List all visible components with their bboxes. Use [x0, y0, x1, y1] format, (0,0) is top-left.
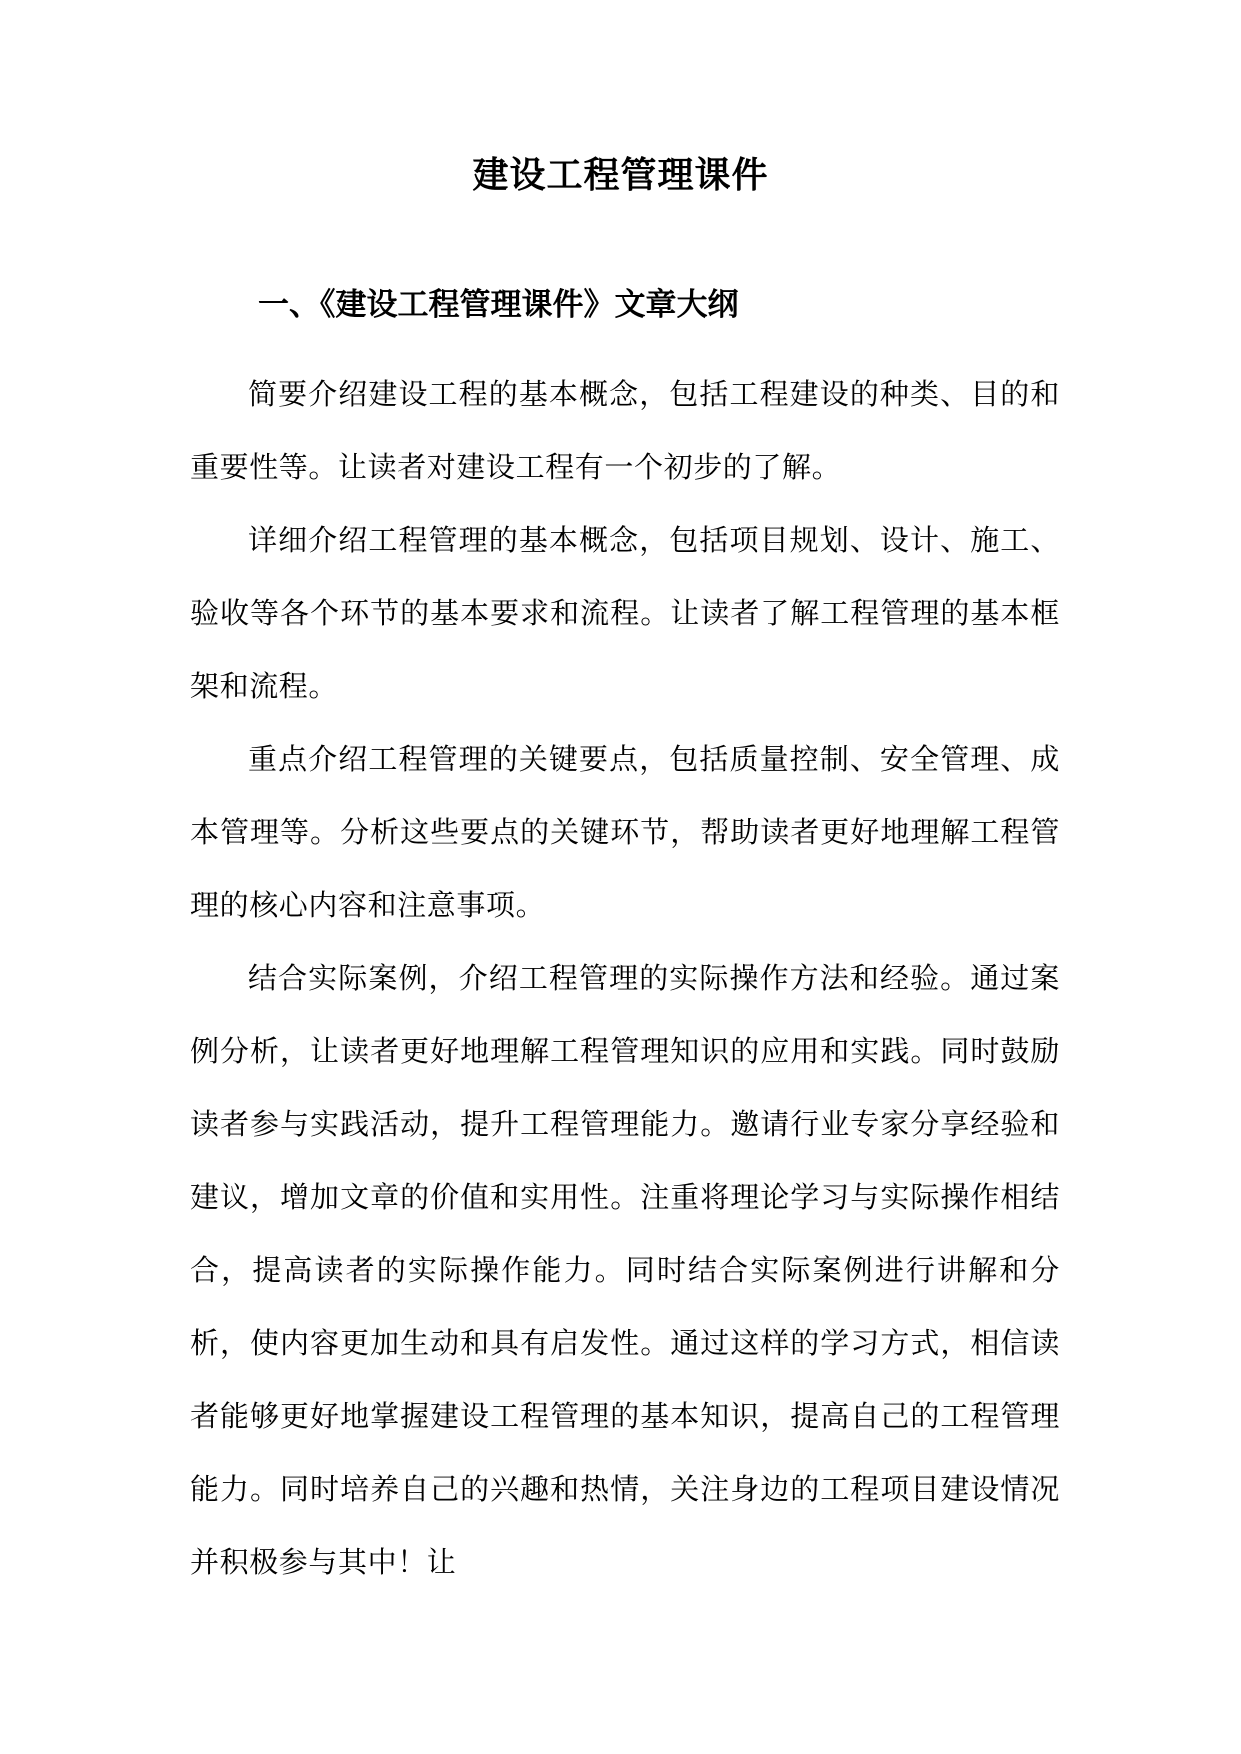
- document-title: 建设工程管理课件: [472, 154, 769, 196]
- section-heading: 一、《建设工程管理课件》文章大纲: [258, 287, 739, 323]
- paragraph: 简要介绍建设工程的基本概念，包括工程建设的种类、目的和重要性等。让读者对建设工程有一个初步的了解。: [190, 377, 1060, 484]
- paragraph: 重点介绍工程管理的关键要点，包括质量控制、安全管理、成本管理等。分析这些要点的关键环节，帮助读者更好地理解工程管理的核心内容和注意事项。: [190, 742, 1060, 922]
- paragraph: 详细介绍工程管理的基本概念，包括项目规划、设计、施工、验收等各个环节的基本要求和流程。让读者了解工程管理的基本框架和流程。: [190, 523, 1060, 703]
- document-body: [190, 358, 1060, 1599]
- paragraph: 结合实际案例，介绍工程管理的实际操作方法和经验。通过案例分析，让读者更好地理解工程管理知识的应用和实践。同时鼓励读者参与实践活动，提升工程管理能力。邀请行业专家分享经验和建议，增加文章的价值和实用性。注重将理论学习与实际操作相结合，提高读者的实际操作能力。同时结合实际案例进行讲解和分析，使内容更加生动和具有启发性。通过这样的学习方式，相信读者能够更好地掌握建设工程管理的基本知识，提高自己的工程管理能力。同时培养自己的兴趣和热情，关注身边的工程项目建设情况并积极参与其中！让: [190, 961, 1060, 1579]
